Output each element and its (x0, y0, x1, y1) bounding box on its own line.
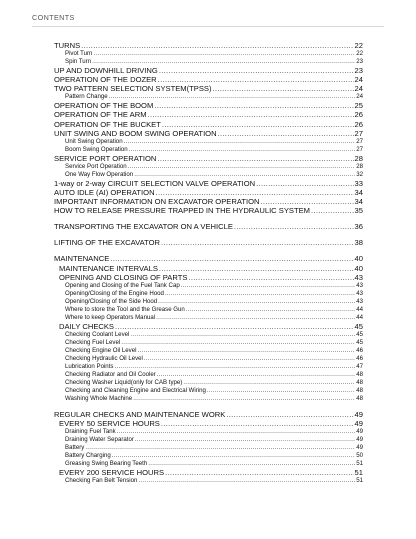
toc-page-number: 45 (356, 338, 363, 346)
dot-leader (159, 66, 354, 75)
dot-leader (186, 306, 355, 314)
toc-page-number: 22 (356, 50, 363, 58)
toc-subentry[interactable] (54, 379, 363, 387)
toc-page-number: 25 (354, 101, 363, 111)
toc-subentry[interactable] (54, 331, 363, 339)
toc-entry[interactable] (54, 101, 363, 110)
toc-entry-title: AUTO IDLE (AI) OPERATION (54, 187, 155, 197)
toc-entry[interactable] (54, 129, 363, 138)
toc-page-number: 49 (354, 409, 363, 419)
toc-entry-title: Opening and Closing of the Fuel Tank Cap (65, 281, 180, 289)
toc-entry-title: Battery Charging (65, 451, 111, 459)
dot-leader (207, 387, 355, 395)
toc-entry-title: EVERY 50 SERVICE HOURS (59, 418, 160, 428)
toc-subentry[interactable] (54, 347, 363, 355)
dot-leader (121, 339, 355, 347)
toc-subentry[interactable] (54, 436, 363, 444)
toc-entry-title: OPERATION OF THE ARM (54, 110, 147, 120)
toc-entry-title: Where to keep Operators Manual (65, 313, 156, 321)
dot-leader (188, 273, 353, 282)
toc-page-number: 49 (356, 435, 363, 443)
toc-page-number: 43 (356, 297, 363, 305)
dot-leader (218, 129, 354, 138)
dot-leader (154, 101, 353, 110)
toc-entry-title: TURNS (54, 41, 81, 50)
toc-entry-title: Checking Engine Oil Level (65, 346, 137, 354)
dot-leader (234, 222, 354, 231)
toc-entry-title: UNIT SWING AND BOOM SWING OPERATION (54, 128, 217, 138)
toc-page-number: 38 (354, 238, 363, 248)
toc-page-number: 51 (356, 459, 363, 467)
toc-entry[interactable] (54, 254, 363, 263)
toc-entry-title: Lubrication Points (65, 362, 114, 370)
dot-leader (114, 363, 355, 371)
toc-page-number: 48 (356, 370, 363, 378)
toc-entry-title: MAINTENANCE INTERVALS (59, 263, 158, 273)
toc-subentry[interactable] (54, 314, 363, 322)
dot-leader (144, 355, 355, 363)
toc-subentry[interactable] (54, 444, 363, 452)
toc-entry-title: Spin Turn (65, 58, 92, 66)
toc-entry[interactable] (54, 179, 363, 188)
toc-entry-title: DAILY CHECKS (59, 321, 115, 331)
toc-entry-title: LIFTING OF THE EXCAVATOR (54, 238, 161, 248)
toc-entry-title: Service Port Operation (65, 162, 127, 170)
toc-page-number: 23 (356, 58, 363, 66)
dot-leader (157, 371, 355, 379)
toc-entry-title: TRANSPORTING THE EXCAVATOR ON A VEHICLE (54, 222, 233, 232)
toc-subentry[interactable] (54, 282, 363, 290)
toc-page-number: 43 (356, 289, 363, 297)
toc-subentry[interactable] (54, 290, 363, 298)
toc-entry-title: OPERATION OF THE BOOM (54, 101, 154, 111)
toc-entry-title: One Way Flow Operation (65, 170, 134, 178)
toc-entry-title: Checking Radiator and Oil Cooler (65, 370, 156, 378)
toc-subentry[interactable] (54, 452, 363, 460)
dot-leader (161, 419, 354, 428)
toc-entry-title: 1-way or 2-way CIRCUIT SELECTION VALVE OPERATION (54, 178, 256, 188)
toc-entry-title: Checking Coolant Level (65, 330, 130, 338)
toc-entry-title: REGULAR CHECKS AND MAINTENANCE WORK (54, 409, 226, 419)
toc-subentry[interactable] (54, 428, 363, 436)
dot-leader (158, 298, 355, 306)
toc-page-number: 24 (354, 84, 363, 94)
toc-entry[interactable] (54, 84, 363, 93)
toc-page-number: 45 (356, 330, 363, 338)
dot-leader (92, 58, 355, 66)
toc-subentry[interactable] (54, 298, 363, 306)
toc-page-number: 49 (356, 443, 363, 451)
toc-entry[interactable] (54, 110, 363, 119)
dot-leader (128, 163, 356, 171)
toc-entry[interactable] (54, 468, 363, 477)
toc-page-number: 44 (356, 313, 363, 321)
toc-page-number: 35 (354, 206, 363, 216)
toc-page-number: 49 (356, 427, 363, 435)
toc-entry-title: Checking Hydraulic Oil Level (65, 354, 143, 362)
dot-leader (311, 206, 354, 215)
dot-leader (226, 410, 353, 419)
toc-page-number: 28 (354, 153, 363, 163)
toc-entry[interactable] (54, 238, 363, 247)
toc-entry-title: Washing Whole Machine (65, 394, 133, 402)
toc-entry[interactable] (54, 410, 363, 419)
toc-page-number: 43 (356, 281, 363, 289)
dot-leader (162, 120, 354, 129)
toc-entry-title: Checking Fan Belt Tension (65, 477, 138, 485)
dot-leader (112, 452, 355, 460)
toc-entry-title: HOW TO RELEASE PRESSURE TRAPPED IN THE HYDRAULIC SYSTEM (54, 206, 310, 216)
section-gap (54, 247, 363, 254)
page-header-title: CONTENTS (32, 13, 75, 22)
toc-page-number: 40 (354, 263, 363, 273)
dot-leader (256, 179, 353, 188)
toc-subentry[interactable] (54, 138, 363, 146)
toc-entry[interactable] (54, 75, 363, 84)
toc-subentry[interactable] (54, 146, 363, 154)
toc-entry[interactable] (54, 206, 363, 215)
toc-subentry[interactable] (54, 395, 363, 403)
dot-leader (138, 477, 355, 485)
toc-entry-title: UP AND DOWNHILL DRIVING (54, 66, 158, 76)
section-gap (54, 231, 363, 238)
toc-entry[interactable] (54, 273, 363, 282)
dot-leader (134, 171, 355, 179)
toc-entry-title: Opening/Closing of the Engine Hood (65, 289, 164, 297)
toc-subentry[interactable] (54, 460, 363, 468)
toc-page-number: 26 (354, 119, 363, 129)
toc-entry[interactable] (54, 264, 363, 273)
dot-leader (181, 282, 355, 290)
toc-page-number: 36 (354, 222, 363, 232)
toc-subentry[interactable] (54, 163, 363, 171)
toc-entry-title: MAINTENANCE (54, 254, 110, 264)
toc-page-number: 48 (356, 386, 363, 394)
toc-entry[interactable] (54, 120, 363, 129)
dot-leader (158, 75, 354, 84)
toc-page-number: 28 (356, 162, 363, 170)
header-divider (32, 26, 384, 27)
toc-page-number: 46 (356, 354, 363, 362)
toc-page-number: 33 (354, 178, 363, 188)
toc-entry-title: IMPORTANT INFORMATION ON EXCAVATOR OPERATION (54, 197, 260, 207)
toc-page-number: 45 (354, 321, 363, 331)
toc-page-number: 47 (356, 362, 363, 370)
dot-leader (110, 254, 353, 263)
toc-page-number: 50 (356, 451, 363, 459)
toc-subentry[interactable] (54, 363, 363, 371)
toc-entry-title: Checking and Cleaning Engine and Electrical Wiring (65, 386, 206, 394)
toc-entry-title: TWO PATTERN SELECTION SYSTEM(TPSS) (54, 84, 212, 94)
dot-leader (148, 110, 354, 119)
toc-subentry[interactable] (54, 387, 363, 395)
toc-page-number: 48 (356, 378, 363, 386)
dot-leader (156, 314, 355, 322)
dot-leader (115, 322, 354, 331)
toc-entry-title: OPENING AND CLOSING OF PARTS (59, 272, 188, 282)
toc-subentry[interactable] (54, 93, 363, 101)
toc-entry[interactable] (54, 322, 363, 331)
toc-page-number: 34 (354, 197, 363, 207)
toc-entry-title: Boom Swing Operation (65, 145, 128, 153)
table-of-contents (54, 41, 363, 485)
toc-subentry[interactable] (54, 171, 363, 179)
dot-leader (129, 146, 356, 154)
toc-page-number: 23 (354, 66, 363, 76)
dot-leader (148, 460, 355, 468)
toc-page-number: 48 (356, 394, 363, 402)
toc-entry-title: Checking Washer Liquid(only for CAB type) (65, 378, 183, 386)
toc-entry[interactable] (54, 66, 363, 75)
toc-entry-title: Greasing Swing Bearing Teeth (65, 459, 148, 467)
dot-leader (159, 264, 354, 273)
toc-entry[interactable] (54, 154, 363, 163)
toc-subentry[interactable] (54, 477, 363, 485)
toc-entry[interactable] (54, 222, 363, 231)
toc-subentry[interactable] (54, 58, 363, 66)
dot-leader (124, 138, 356, 146)
toc-page-number: 44 (356, 305, 363, 313)
section-gap (54, 215, 363, 222)
toc-page-number: 46 (356, 346, 363, 354)
toc-entry[interactable] (54, 41, 363, 50)
dot-leader (130, 331, 355, 339)
toc-page-number: 22 (354, 41, 363, 50)
dot-leader (260, 197, 353, 206)
dot-leader (93, 50, 355, 58)
dot-leader (213, 84, 354, 93)
dot-leader (85, 444, 355, 452)
toc-entry-title: SERVICE PORT OPERATION (54, 153, 157, 163)
toc-entry-title: EVERY 200 SERVICE HOURS (59, 467, 165, 477)
toc-entry-title: Draining Fuel Tank (65, 427, 116, 435)
toc-page-number: 43 (354, 272, 363, 282)
toc-page-number: 27 (356, 145, 363, 153)
toc-entry-title: Battery (65, 443, 85, 451)
dot-leader (165, 468, 353, 477)
toc-entry-title: Pattern Change (65, 93, 108, 101)
toc-entry-title: OPERATION OF THE BUCKET (54, 119, 161, 129)
toc-entry-title: Unit Swing Operation (65, 137, 123, 145)
toc-entry-title: Checking Fuel Level (65, 338, 121, 346)
dot-leader (156, 188, 354, 197)
dot-leader (81, 41, 353, 50)
toc-subentry[interactable] (54, 355, 363, 363)
toc-page-number: 27 (356, 137, 363, 145)
toc-page-number: 49 (354, 418, 363, 428)
toc-entry-title: Draining Water Separator (65, 435, 134, 443)
toc-subentry[interactable] (54, 339, 363, 347)
dot-leader (165, 290, 355, 298)
dot-leader (117, 428, 356, 436)
dot-leader (161, 238, 354, 247)
toc-entry[interactable] (54, 188, 363, 197)
toc-subentry[interactable] (54, 50, 363, 58)
toc-entry-title: OPERATION OF THE DOZER (54, 75, 157, 85)
toc-subentry[interactable] (54, 306, 363, 314)
dot-leader (183, 379, 355, 387)
toc-page-number: 51 (354, 467, 363, 477)
toc-page-number: 24 (354, 75, 363, 85)
dot-leader (137, 347, 355, 355)
toc-page-number: 26 (354, 110, 363, 120)
toc-page-number: 27 (354, 128, 363, 138)
toc-page-number: 34 (354, 187, 363, 197)
toc-subentry[interactable] (54, 371, 363, 379)
toc-entry-title: Pivot Turn (65, 50, 93, 58)
toc-page-number: 40 (354, 254, 363, 264)
toc-page-number: 24 (356, 93, 363, 101)
dot-leader (157, 154, 353, 163)
toc-entry-title: Where to store the Tool and the Grease Gun (65, 305, 185, 313)
dot-leader (135, 436, 355, 444)
toc-entry[interactable] (54, 419, 363, 428)
dot-leader (109, 93, 356, 101)
toc-page-number: 32 (356, 170, 363, 178)
section-gap (54, 403, 363, 410)
toc-page-number: 51 (356, 477, 363, 485)
toc-entry[interactable] (54, 197, 363, 206)
dot-leader (133, 395, 355, 403)
toc-entry-title: Opening/Closing of the Side Hood (65, 297, 158, 305)
